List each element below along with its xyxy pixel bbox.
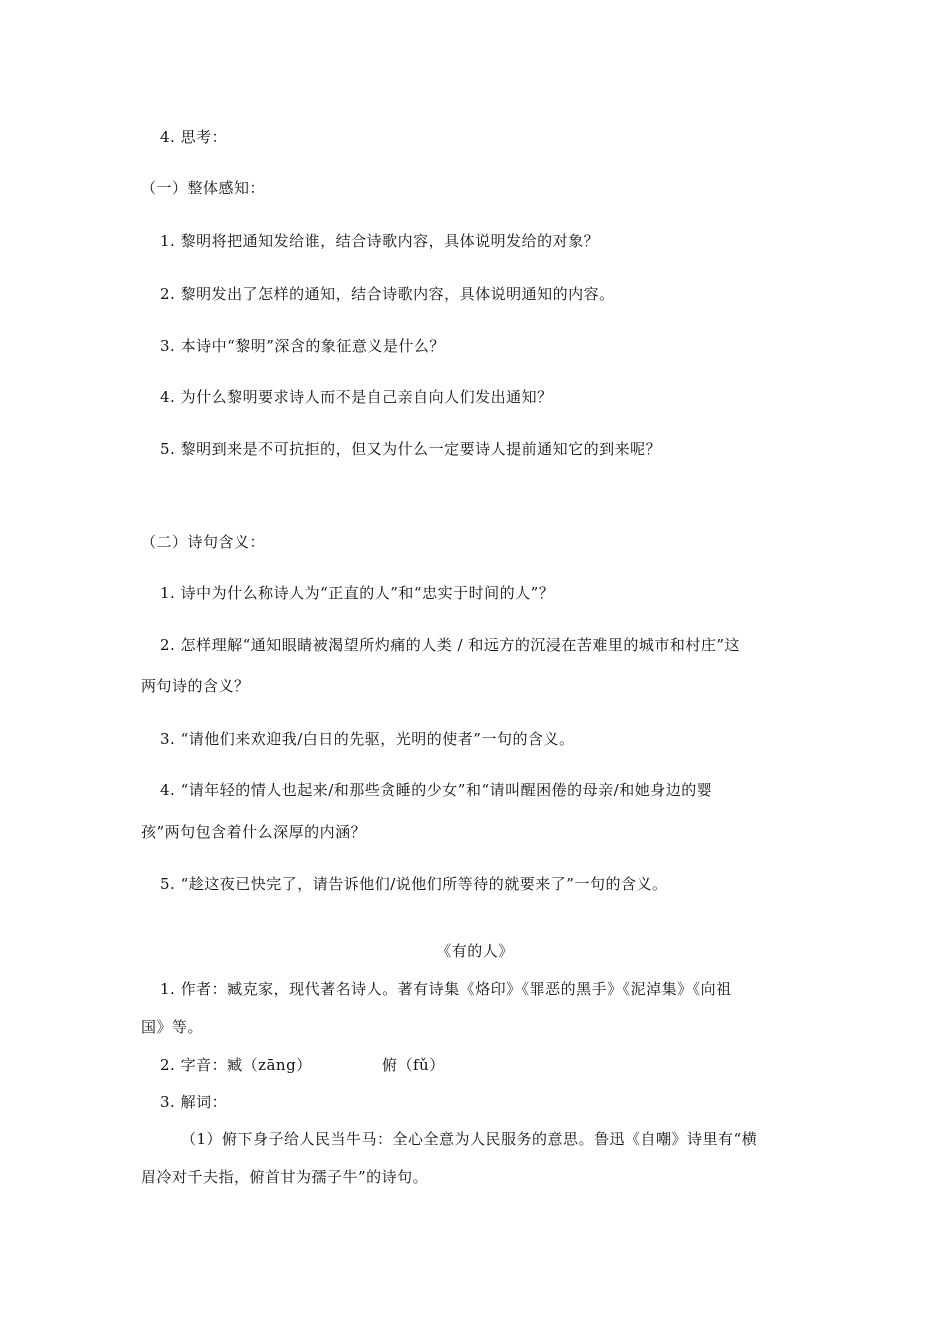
heading-think: 4. 思考： [160, 128, 228, 146]
poem2-author-line1: 1. 作者：臧克家，现代著名诗人。著有诗集《烙印》《罪恶的黑手》《泥淖集》《向祖 [160, 980, 732, 998]
section2-question-4-line2: 孩”两句包含着什么深厚的内涵？ [141, 823, 367, 841]
poem2-vocab1-line2: 眉冷对千夫指，俯首甘为孺子牛”的诗句。 [141, 1168, 429, 1186]
section1-question-3: 3. 本诗中“黎明”深含的象征意义是什么？ [160, 337, 445, 355]
poem2-title: 《有的人》 [436, 942, 514, 960]
poem2-pronunciation-2: 俯（fǔ） [382, 1056, 445, 1074]
poem2-pronunciation-1: 2. 字音：臧（zāng） [160, 1056, 312, 1074]
section2-question-3: 3. “请他们来欢迎我/白日的先驱，光明的使者”一句的含义。 [160, 730, 575, 748]
section1-question-2: 2. 黎明发出了怎样的通知，结合诗歌内容，具体说明通知的内容。 [160, 285, 615, 303]
section2-title: （二）诗句含义： [141, 533, 266, 551]
poem2-author-line2: 国》等。 [141, 1018, 204, 1036]
section1-title: （一）整体感知： [141, 179, 266, 197]
section2-question-2-line2: 两句诗的含义？ [141, 677, 250, 695]
section2-question-2-line1: 2. 怎样理解“通知眼睛被渴望所灼痛的人类 / 和远方的沉浸在苦难里的城市和村庄”这 [160, 636, 741, 654]
poem2-vocab1-line1: （1）俯下身子给人民当牛马：全心全意为人民服务的意思。鲁迅《自嘲》诗里有“横 [181, 1130, 758, 1148]
section1-question-1: 1. 黎明将把通知发给谁，结合诗歌内容，具体说明发给的对象？ [160, 232, 600, 250]
section2-question-5: 5. “趁这夜已快完了，请告诉他们/说他们所等待的就要来了”一句的含义。 [160, 875, 668, 893]
section1-question-5: 5. 黎明到来是不可抗拒的，但又为什么一定要诗人提前通知它的到来呢？ [160, 440, 662, 458]
section2-question-4-line1: 4. “请年轻的情人也起来/和那些贪睡的少女”和“请叫醒困倦的母亲/和她身边的婴 [160, 781, 713, 799]
section2-question-1: 1. 诗中为什么称诗人为“正直的人”和“忠实于时间的人”？ [160, 584, 555, 602]
poem2-vocab-label: 3. 解词： [160, 1093, 228, 1111]
section1-question-4: 4. 为什么黎明要求诗人而不是自己亲自向人们发出通知？ [160, 388, 553, 406]
